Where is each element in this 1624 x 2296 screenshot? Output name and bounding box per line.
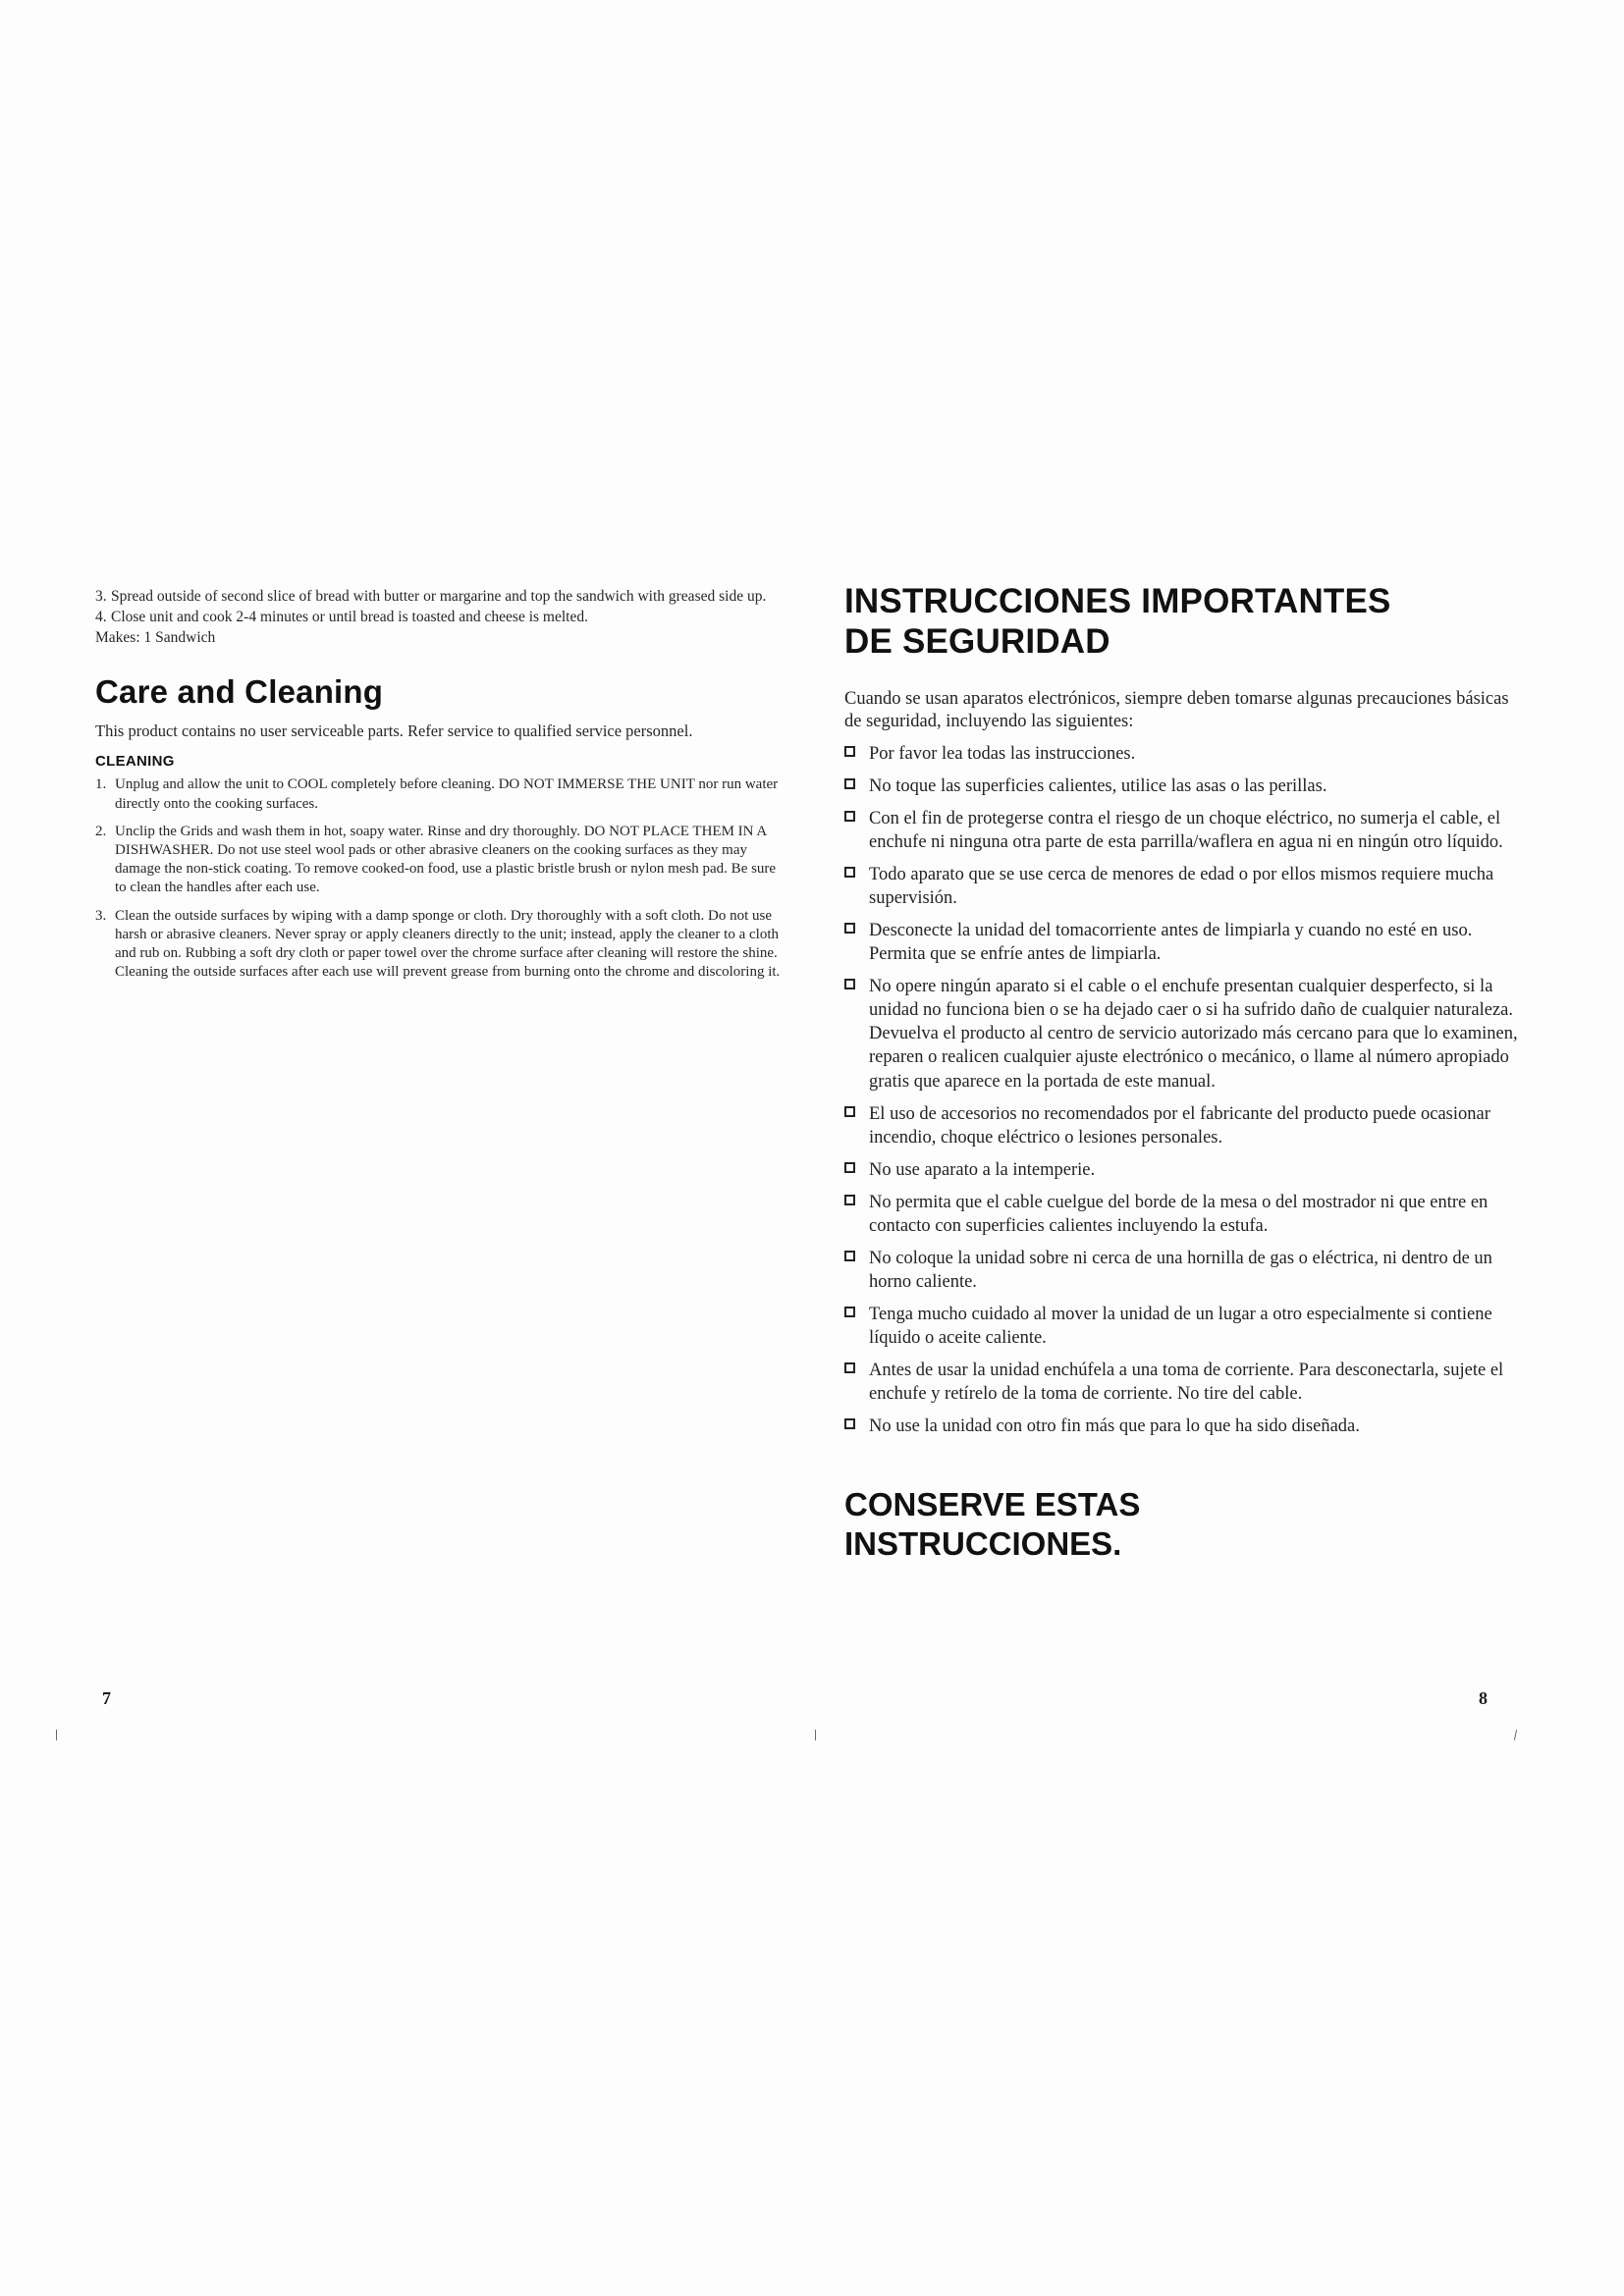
registration-mark [815, 1730, 816, 1740]
cleaning-step-text: Clean the outside surfaces by wiping with a damp sponge or cloth. Dry thoroughly with a soft cloth. Do not use harsh or abrasive cleaners. Never spray or apply cleaners directly to the unit; instead, apply the cleaner to a cloth and rub on. Rubbing a soft dry cloth or paper towel over the chrome surface after cleaning will restore the shine. Cleaning the outside surfaces after each use will prevent grease from burning onto the chrome and discoloring it. [115, 907, 781, 981]
checkbox-icon [844, 1162, 855, 1173]
list-item [844, 1415, 1522, 1438]
safety-heading-line-1: INSTRUCCIONES IMPORTANTES [844, 582, 1391, 620]
recipe-step-text: Spread outside of second slice of bread with butter or margarine and top the sandwich with greased side up. [111, 588, 767, 605]
list-item [844, 1359, 1522, 1406]
keep-instructions-heading [844, 1485, 1522, 1565]
list-item [844, 1247, 1522, 1294]
safety-item-text: No use aparato a la intemperie. [869, 1159, 1096, 1180]
safety-item-text: El uso de accesorios no recomendados por el fabricante del producto puede ocasionar incendio, choque eléctrico o lesiones personales. [869, 1103, 1490, 1148]
recipe-step [95, 587, 783, 607]
list-item [95, 775, 783, 813]
list-item [95, 907, 783, 983]
safety-item-text: Todo aparato que se use cerca de menores de edad o por ellos mismos requiere mucha supervisión. [869, 865, 1494, 909]
recipe-step-number: 3. [95, 588, 107, 605]
list-item [844, 975, 1522, 1093]
checkbox-icon [844, 778, 855, 789]
safety-item-text: Por favor lea todas las instrucciones. [869, 743, 1136, 764]
checkbox-icon [844, 1251, 855, 1261]
list-item [844, 863, 1522, 910]
recipe-continued-block [95, 587, 783, 648]
left-page-column [95, 587, 783, 990]
list-item [844, 742, 1522, 766]
checkbox-icon [844, 1418, 855, 1429]
cleaning-steps-list [95, 775, 783, 982]
safety-item-text: Con el fin de protegerse contra el riesgo de un choque eléctrico, no sumerja el cable, el enchufe ni ninguna otra parte de esta parrilla/waflera en agua ni en ningún otro líquido. [869, 809, 1503, 853]
safety-item-text: Antes de usar la unidad enchúfela a una toma de corriente. Para desconectarla, sujete el enchufe y retírelo de la toma de corriente. No tire del cable. [869, 1360, 1504, 1405]
checkbox-icon [844, 867, 855, 878]
checkbox-icon [844, 1106, 855, 1117]
checkbox-icon [844, 746, 855, 757]
list-item [844, 1303, 1522, 1350]
safety-heading-line-2: DE SEGURIDAD [844, 622, 1110, 662]
cleaning-step-number: 2. [95, 823, 107, 839]
list-item [844, 919, 1522, 966]
cleaning-subheading: CLEANING [95, 753, 175, 771]
checkbox-icon [844, 1362, 855, 1373]
care-and-cleaning-heading: Care and Cleaning [95, 673, 384, 711]
cleaning-step-number: 1. [95, 776, 107, 793]
registration-mark [1514, 1730, 1517, 1740]
registration-mark [56, 1730, 57, 1740]
safety-item-text: Desconecte la unidad del tomacorriente antes de limpiarla y cuando no esté en uso. Permita que se enfríe antes de limpiarla. [869, 921, 1473, 965]
safety-items-list [844, 742, 1522, 1438]
recipe-yield: Makes: 1 Sandwich [95, 629, 216, 647]
recipe-step [95, 608, 783, 627]
keep-heading-line-2: INSTRUCCIONES. [844, 1525, 1122, 1563]
recipe-step-text: Close unit and cook 2-4 minutes or until bread is toasted and cheese is melted. [111, 608, 588, 625]
safety-item-text: No opere ningún aparato si el cable o el enchufe presentan cualquier desperfecto, si la unidad no funciona bien o se ha dejado caer o si ha sufrido daño de cualquier naturaleza. Devuelva el producto al centro de servicio autorizado más cercano para que lo examinen, reparen o realicen cualquier ajuste electrónico o mecánico, o llame al número apropiado gratis que aparece en la portada de este manual. [869, 977, 1518, 1092]
checkbox-icon [844, 811, 855, 822]
list-item [95, 823, 783, 898]
list-item [844, 774, 1522, 798]
recipe-step-number: 4. [95, 608, 107, 625]
list-item [844, 1191, 1522, 1238]
safety-item-text: No use la unidad con otro fin más que para lo que ha sido diseñada. [869, 1416, 1360, 1437]
safety-instructions-heading [844, 581, 1522, 663]
safety-item-text: No toque las superficies calientes, utilice las asas o las perillas. [869, 775, 1327, 796]
page-number-right: 8 [1479, 1688, 1488, 1708]
safety-item-text: No coloque la unidad sobre ni cerca de una hornilla de gas o eléctrica, ni dentro de un horno caliente. [869, 1248, 1492, 1292]
keep-heading-line-1: CONSERVE ESTAS [844, 1486, 1141, 1523]
safety-item-text: Tenga mucho cuidado al mover la unidad de un lugar a otro especialmente si contiene líquido o aceite caliente. [869, 1304, 1492, 1348]
list-item [844, 1102, 1522, 1149]
cleaning-step-text: Unclip the Grids and wash them in hot, soapy water. Rinse and dry thoroughly. DO NOT PLACE THEM IN A DISHWASHER. Do not use steel wool pads or other abrasive cleaners on the cooking surfaces as they may damage the non-stick coating. To remove cooked-on food, use a plastic bristle brush or nylon mesh pad. Be sure to clean the handles after each use. [115, 823, 777, 896]
page-number-left: 7 [102, 1688, 111, 1708]
list-item [844, 807, 1522, 854]
safety-intro-paragraph: Cuando se usan aparatos electrónicos, siempre deben tomarse algunas precauciones básicas de seguridad, incluyendo las siguientes: [844, 688, 1509, 732]
checkbox-icon [844, 1307, 855, 1317]
right-page-column [844, 581, 1522, 1565]
safety-item-text: No permita que el cable cuelgue del borde de la mesa o del mostrador ni que entre en contacto con superficies calientes incluyendo la estufa. [869, 1192, 1489, 1236]
checkbox-icon [844, 979, 855, 989]
checkbox-icon [844, 923, 855, 934]
cleaning-step-number: 3. [95, 907, 107, 924]
checkbox-icon [844, 1195, 855, 1205]
list-item [844, 1158, 1522, 1182]
cleaning-step-text: Unplug and allow the unit to COOL completely before cleaning. DO NOT IMMERSE THE UNIT nor run water directly onto the cooking surfaces. [115, 776, 779, 812]
care-intro-paragraph: This product contains no user serviceable parts. Refer service to qualified service personnel. [95, 721, 693, 741]
